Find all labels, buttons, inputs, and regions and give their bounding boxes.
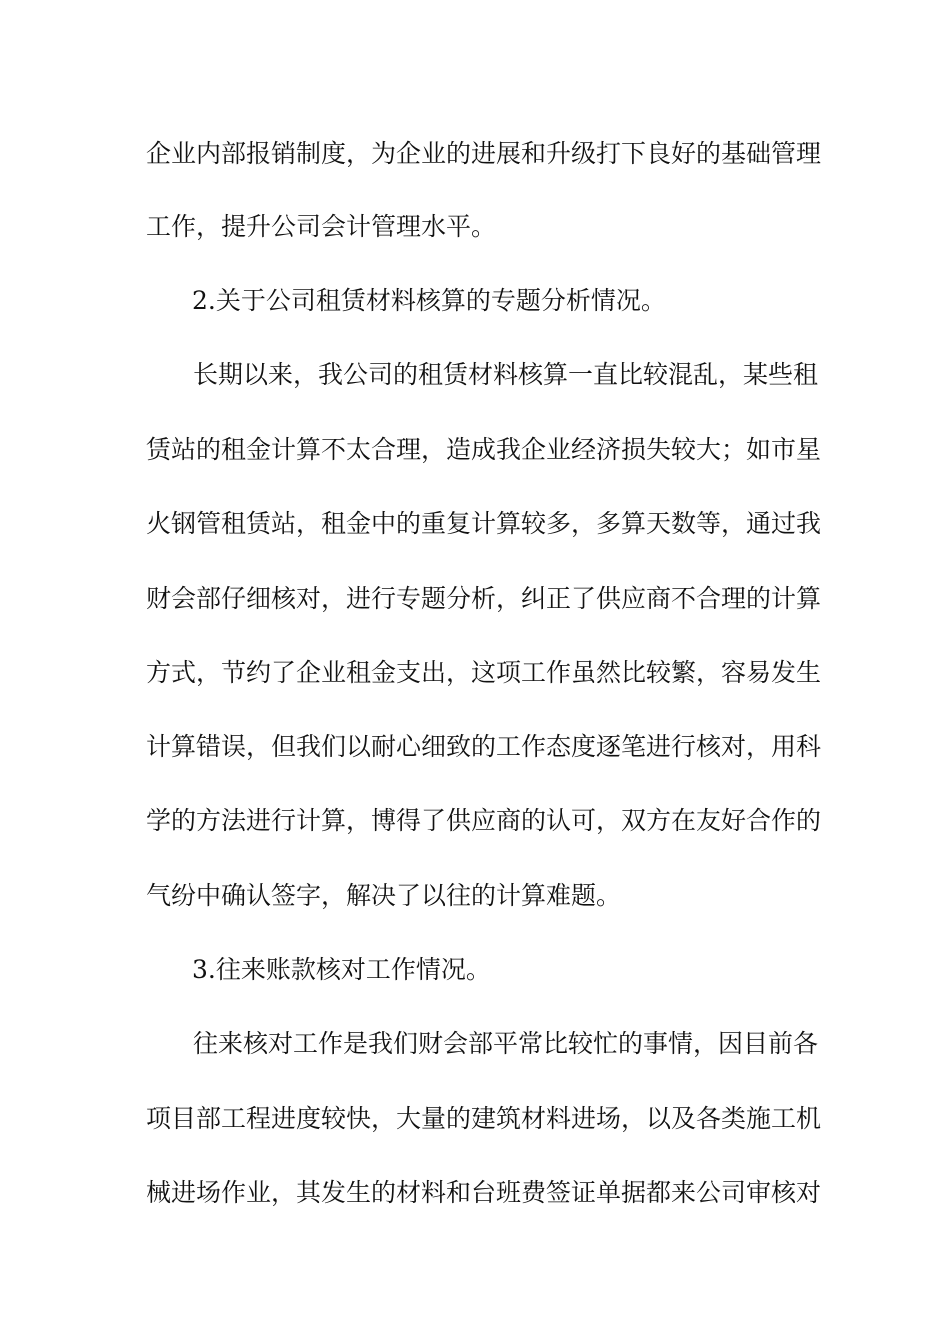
text-line: 工作，提升公司会计管理水平。 [146, 212, 497, 241]
text-line: 项目部工程进度较快，大量的建筑材料进场，以及各类施工机 [146, 1104, 822, 1133]
text-line: 往来核对工作是我们财会部平常比较忙的事情，因目前各 [193, 1029, 819, 1058]
text-line: 学的方法进行计算，博得了供应商的认可，双方在友好合作的 [146, 806, 822, 835]
section-heading: 3.往来账款核对工作情况。 [192, 955, 491, 984]
text-line: 长期以来，我公司的租赁材料核算一直比较混乱，某些租 [193, 360, 819, 389]
text-line: 气纷中确认签字，解决了以往的计算难题。 [146, 881, 622, 910]
text-line: 械进场作业，其发生的材料和台班费签证单据都来公司审核对 [146, 1178, 822, 1207]
text-line: 火钢管租赁站，租金中的重复计算较多，多算天数等，通过我 [146, 509, 822, 538]
text-line: 方式，节约了企业租金支出，这项工作虽然比较繁，容易发生 [146, 658, 822, 687]
text-line: 赁站的租金计算不太合理，造成我企业经济损失较大；如市星 [146, 435, 822, 464]
text-line: 企业内部报销制度，为企业的进展和升级打下良好的基础管理 [146, 139, 822, 168]
text-line: 财会部仔细核对，进行专题分析，纠正了供应商不合理的计算 [146, 584, 822, 613]
text-line: 计算错误，但我们以耐心细致的工作态度逐笔进行核对，用科 [146, 732, 822, 761]
section-heading: 2.关于公司租赁材料核算的专题分析情况。 [192, 286, 666, 315]
